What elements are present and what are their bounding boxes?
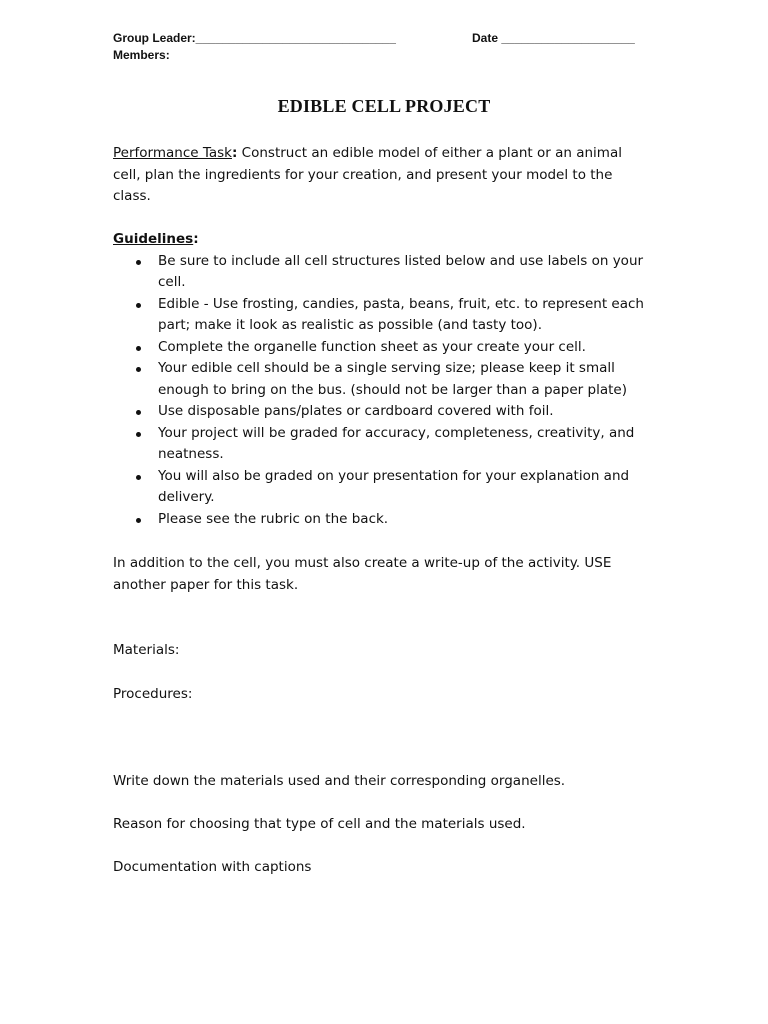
guideline-item: Use disposable pans/plates or cardboard covered with foil. [113, 401, 653, 423]
writeup-item-reason: Reason for choosing that type of cell and the materials used. [113, 816, 526, 832]
guidelines-list [113, 251, 653, 531]
writeup-item-materials: Write down the materials used and their corresponding organelles. [113, 773, 566, 789]
materials-label: Materials: [113, 642, 180, 658]
guidelines-label: Guidelines [113, 231, 194, 247]
guidelines-colon: : [193, 231, 199, 247]
performance-task-text: Construct an edible model of either a plant or an animal cell, plan the ingredients for your creation, and present your model to the class. [113, 145, 622, 204]
guideline-item: You will also be graded on your presentation for your explanation and delivery. [113, 466, 653, 509]
page-title: EDIBLE CELL PROJECT [277, 96, 491, 116]
guideline-item: Edible - Use frosting, candies, pasta, beans, fruit, etc. to represent each part; make it look as realistic as possible (and tasty too). [113, 294, 653, 337]
guideline-item: Your project will be graded for accuracy, completeness, creativity, and neatness. [113, 423, 653, 466]
guideline-item: Please see the rubric on the back. [113, 509, 653, 531]
writeup-instructions: In addition to the cell, you must also create a write-up of the activity. USE another paper for this task. [113, 555, 612, 593]
performance-task-colon: : [231, 145, 238, 161]
guidelines-section [113, 229, 653, 530]
performance-task-label: Performance Task [113, 145, 232, 161]
members-field: Members: [113, 48, 170, 62]
procedures-label: Procedures: [113, 686, 193, 702]
performance-task-paragraph [113, 143, 653, 208]
guideline-item: Complete the organelle function sheet as your create your cell. [113, 337, 653, 359]
writeup-item-documentation: Documentation with captions [113, 859, 312, 875]
guideline-item: Be sure to include all cell structures listed below and use labels on your cell. [113, 251, 653, 294]
guideline-item: Your edible cell should be a single serving size; please keep it small enough to bring on the bus. (should not be larger than a paper plate) [113, 358, 653, 401]
group-leader-field: Group Leader:______________________________ [113, 31, 396, 45]
date-field: Date ____________________ [472, 31, 635, 45]
guidelines-heading [113, 229, 653, 251]
